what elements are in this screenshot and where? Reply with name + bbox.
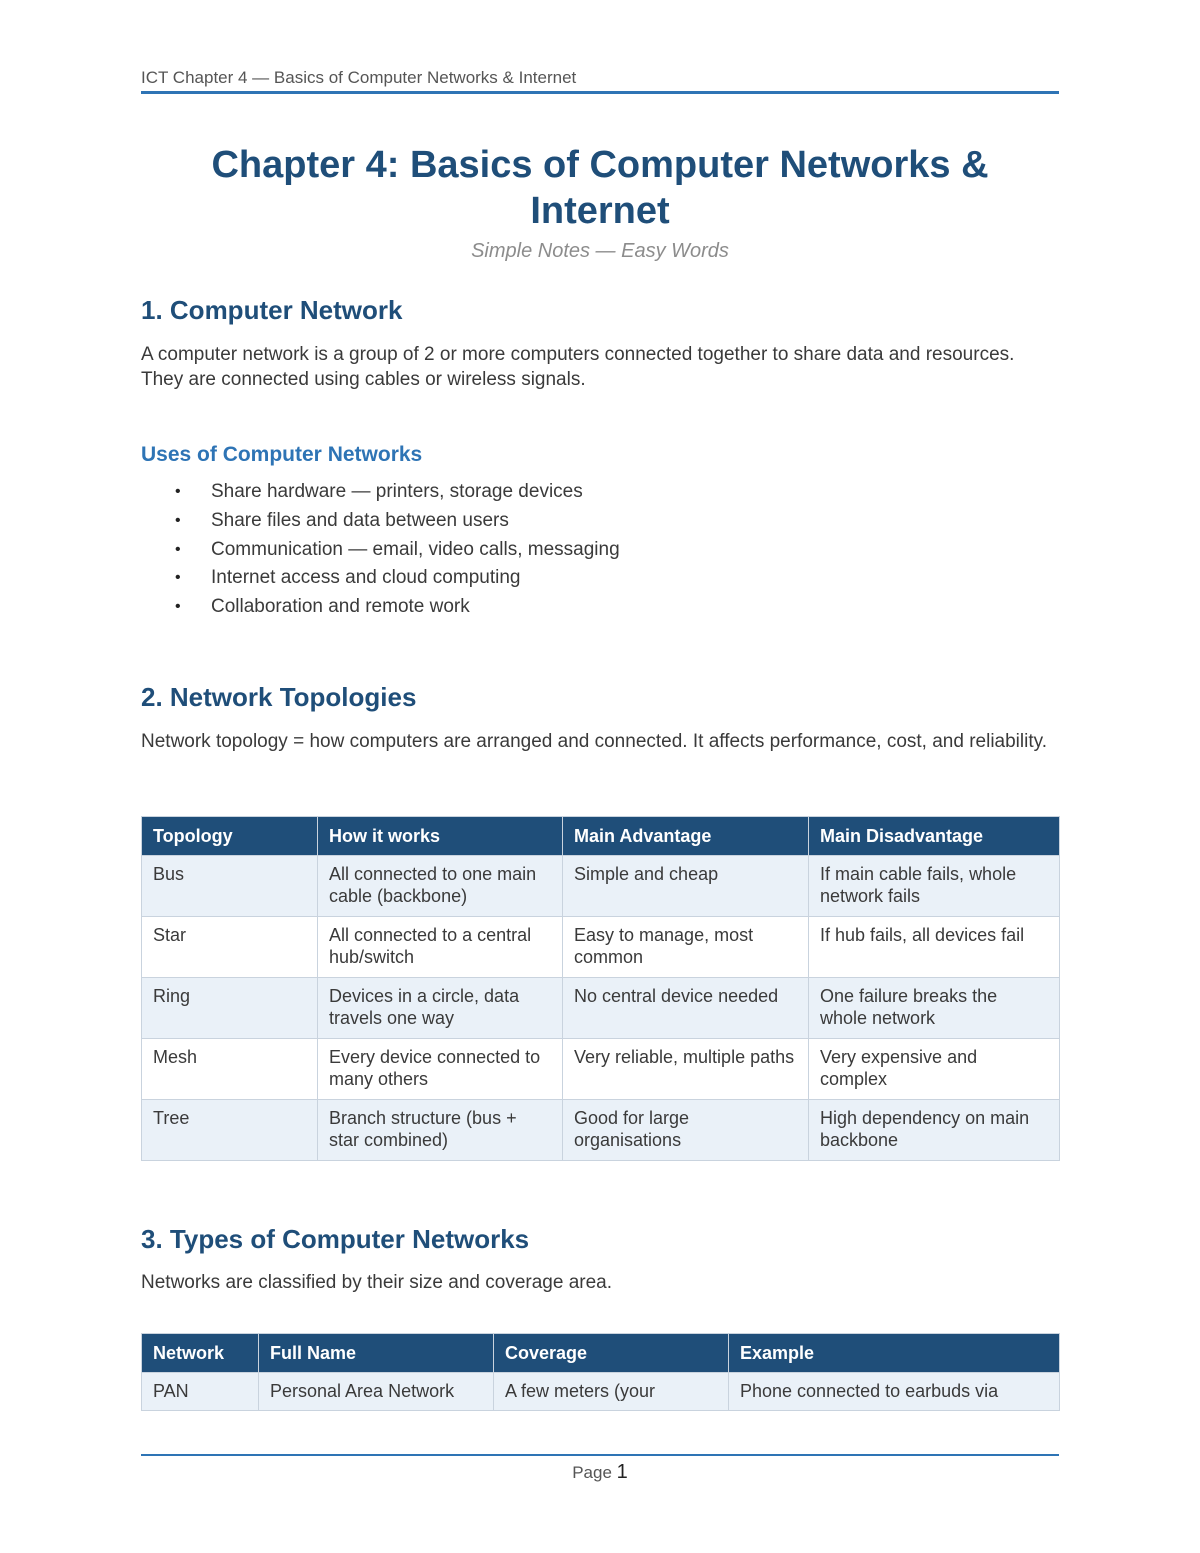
page-number: 1 [616, 1461, 628, 1483]
section-heading-types-of-networks: 3. Types of Computer Networks [141, 1224, 530, 1254]
table-cell: If main cable fails, whole network fails [809, 856, 1060, 917]
bullet-icon: • [175, 511, 181, 529]
table-row [142, 917, 1060, 978]
table-row [142, 978, 1060, 1039]
bullet-icon: • [175, 483, 181, 500]
table-cell: Devices in a circle, data travels one way [318, 978, 563, 1039]
section-paragraph: Network topology = how computers are arranged and connected. It affects performance, cost, and reliability. [141, 731, 1047, 752]
table-cell: Ring [142, 978, 318, 1039]
table-cell: One failure breaks the whole network [809, 978, 1060, 1039]
section-heading-computer-network: 1. Computer Network [141, 295, 403, 325]
table-cell: Very expensive and complex [809, 1039, 1060, 1100]
table-cell: Simple and cheap [563, 856, 809, 917]
section-paragraph: Networks are classified by their size and coverage area. [141, 1272, 613, 1293]
column-header: How it works [318, 817, 563, 856]
page-title: Chapter 4: Basics of Computer Networks & Internet [211, 144, 989, 232]
network-types-table [141, 1333, 1060, 1411]
list-item-text: Collaboration and remote work [211, 596, 470, 617]
table-cell: Phone connected to earbuds via [729, 1373, 1060, 1411]
table-cell: If hub fails, all devices fail [809, 917, 1060, 978]
table-row [142, 1373, 1060, 1411]
table-cell: No central device needed [563, 978, 809, 1039]
bullet-icon: • [175, 540, 181, 558]
column-header: Coverage [494, 1334, 729, 1373]
column-header: Topology [142, 817, 318, 856]
bullet-icon: • [175, 569, 181, 587]
section-heading-network-topologies: 2. Network Topologies [141, 682, 417, 712]
table-cell: A few meters (your [494, 1373, 729, 1411]
list-item-text: Communication — email, video calls, messaging [211, 538, 620, 560]
table-cell: Tree [142, 1100, 318, 1161]
list-item-text: Share files and data between users [211, 509, 509, 531]
column-header: Example [729, 1334, 1060, 1373]
table-cell: Good for large organisations [563, 1100, 809, 1161]
footer-rule [141, 1454, 1059, 1456]
table-cell: Personal Area Network [259, 1373, 494, 1411]
column-header: Network [142, 1334, 259, 1373]
table-cell: Easy to manage, most common [563, 917, 809, 978]
table-cell: High dependency on main backbone [809, 1100, 1060, 1161]
table-cell: Branch structure (bus + star combined) [318, 1100, 563, 1161]
table-cell: PAN [142, 1373, 259, 1411]
subheading-uses: Uses of Computer Networks [141, 443, 423, 466]
bullet-icon: • [175, 598, 181, 615]
table-cell: Every device connected to many others [318, 1039, 563, 1100]
page-label: Page [572, 1463, 612, 1482]
document-page [141, 0, 1059, 1553]
section-paragraph: A computer network is a group of 2 or more computers connected together to share data and resources. They are connected using cables or wireless signals. [141, 344, 1015, 390]
table-cell: All connected to one main cable (backbone) [318, 856, 563, 917]
page-subtitle: Simple Notes — Easy Words [471, 240, 729, 262]
header-rule [141, 91, 1059, 94]
topology-table [141, 816, 1060, 1161]
table-row [142, 1039, 1060, 1100]
table-cell: Bus [142, 856, 318, 917]
column-header: Main Advantage [563, 817, 809, 856]
table-cell: Very reliable, multiple paths [563, 1039, 809, 1100]
list-item-text: Internet access and cloud computing [211, 567, 521, 589]
column-header: Full Name [259, 1334, 494, 1373]
table-row [142, 1100, 1060, 1161]
table-cell: Star [142, 917, 318, 978]
table-row [142, 856, 1060, 917]
table-cell: All connected to a central hub/switch [318, 917, 563, 978]
page-footer [141, 1461, 1059, 1484]
list-item-text: Share hardware — printers, storage devices [211, 481, 583, 502]
running-header: ICT Chapter 4 — Basics of Computer Networks & Internet [141, 68, 577, 87]
table-cell: Mesh [142, 1039, 318, 1100]
column-header: Main Disadvantage [809, 817, 1060, 856]
